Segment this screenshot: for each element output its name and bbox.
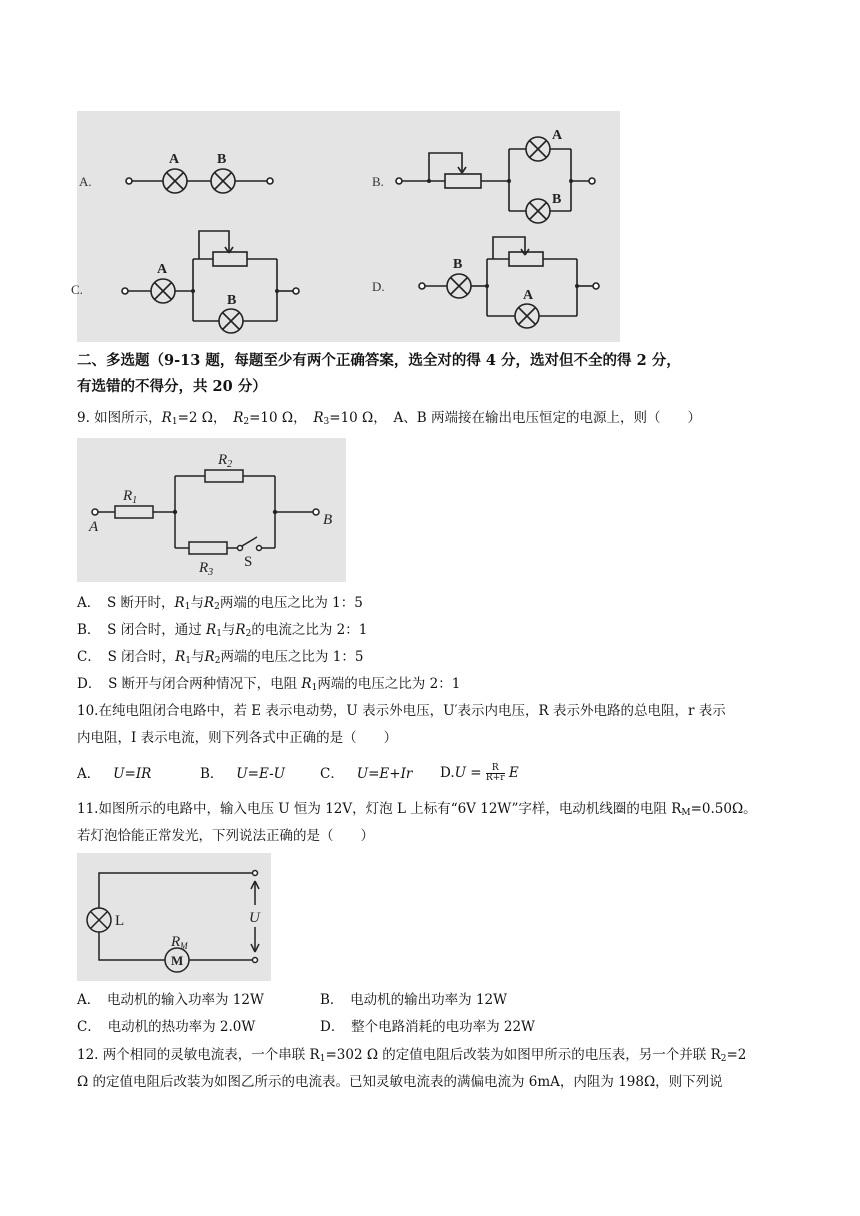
q10-stem-line2: 内电阻，I 表示电流，则下列各式中正确的是（ ） <box>77 730 398 746</box>
q12-stem-line1: 12. 两个相同的灵敏电流表，一个串联 $R_1=302$ Ω 的定值电阻后改装为如图甲所示的电压表，另一个并联 $R_2=2$ <box>77 1047 747 1064</box>
q8d-lamp-a-label: A <box>523 288 534 303</box>
q9-circuit <box>77 438 346 582</box>
q9-option-d: D． S 断开与闭合两种情况下，电阻 $R_1$两端的电压之比为 2：1 <box>77 676 461 693</box>
q9-option-b: B． S 闭合时，通过 $R_1$与$R_2$的电流之比为 2：1 <box>77 622 368 639</box>
q8b-lamp-b-label: B <box>552 192 562 207</box>
q9-label-b: B <box>323 512 333 528</box>
q8-option-c-label: C. <box>71 282 83 297</box>
q9-option-c: C． S 闭合时，$R_1$与$R_2$两端的电压之比为 1：5 <box>77 649 364 666</box>
q8-figure <box>71 111 620 342</box>
q11-motor-label: M <box>171 953 184 968</box>
q8-option-b-label: B. <box>372 174 384 189</box>
q8d-lamp-b-label: B <box>453 257 463 272</box>
q8-option-d-label: D. <box>372 279 385 294</box>
q8b-lamp-a-label: A <box>552 128 563 143</box>
q11-figure <box>77 853 271 981</box>
q9-label-r3: $R_3$ <box>199 560 214 578</box>
q9-label-r2: $R_2$ <box>218 452 233 470</box>
q12-stem-line2: Ω 的定值电阻后改装为如图乙所示的电流表。已知灵敏电流表的满偏电流为 6mA，内阻为 198Ω，则下列说 <box>77 1074 723 1090</box>
q8c-lamp-a-label: A <box>157 262 168 277</box>
q11-option-d: D． 整个电路消耗的电功率为 22W <box>320 1019 535 1035</box>
q9-label-s: S <box>244 554 253 570</box>
q8a-lamp-a-label: A <box>169 152 180 167</box>
q11-stem-line2: 若灯泡恰能正常发光，下列说法正确的是（ ） <box>77 828 374 844</box>
q10-option-d: D.U = $\frac{R}{R+r}$ E <box>440 763 519 783</box>
q10-option-b: B． U=E-U <box>200 766 286 782</box>
q8c-lamp-b-label: B <box>227 293 237 308</box>
q9-stem: 9. 如图所示，$R_1=2$ Ω， $R_2=10$ Ω， $R_3=10$ Ω， A、B 两端接在输出电压恒定的电源上，则（ ） <box>77 410 701 427</box>
q9-label-a: A <box>89 519 99 535</box>
q9-label-r1: $R_1$ <box>123 488 138 506</box>
q8-circuits <box>71 111 620 342</box>
q11-option-c: C． 电动机的热功率为 2.0W <box>77 1019 256 1035</box>
q11-circuit <box>77 853 271 981</box>
q8a-lamp-b-label: B <box>217 152 227 167</box>
q11-option-a: A． 电动机的输入功率为 12W <box>77 992 264 1008</box>
q10-option-c: C． U=E+Ir <box>320 766 413 782</box>
q10-option-d-fraction: $\frac{R}{R+r}$ <box>485 763 505 783</box>
q10-stem-line1: 10.在纯电阻闭合电路中，若 E 表示电动势，U 表示外电压，U′表示内电压，R 表示外电路的总电阻，r 表示 <box>77 703 726 719</box>
q8-option-a-label: A. <box>79 174 92 189</box>
q11-label-rm: $R_M$ <box>171 934 188 951</box>
q11-label-u: U <box>249 910 260 926</box>
q10-option-a: A． U=IR <box>77 766 152 782</box>
section-2-title-line2: 有选错的不得分，共 20 分） <box>77 378 267 395</box>
q9-option-a: A． S 断开时，$R_1$与$R_2$两端的电压之比为 1：5 <box>77 595 363 612</box>
q11-stem-line1: 11.如图所示的电路中，输入电压 U 恒为 12V，灯泡 L 上标有“6V 12W”字样，电动机线圈的电阻 $R_M=0.50\Omega$。 <box>77 801 757 818</box>
q11-label-l: L <box>115 913 125 929</box>
q11-option-b: B． 电动机的输出功率为 12W <box>320 992 508 1008</box>
section-2-title-line1: 二、多选题（9-13 题，每题至少有两个正确答案，选全对的得 4 分，选对但不全的得 2 分， <box>77 352 681 369</box>
q9-figure <box>77 438 346 582</box>
